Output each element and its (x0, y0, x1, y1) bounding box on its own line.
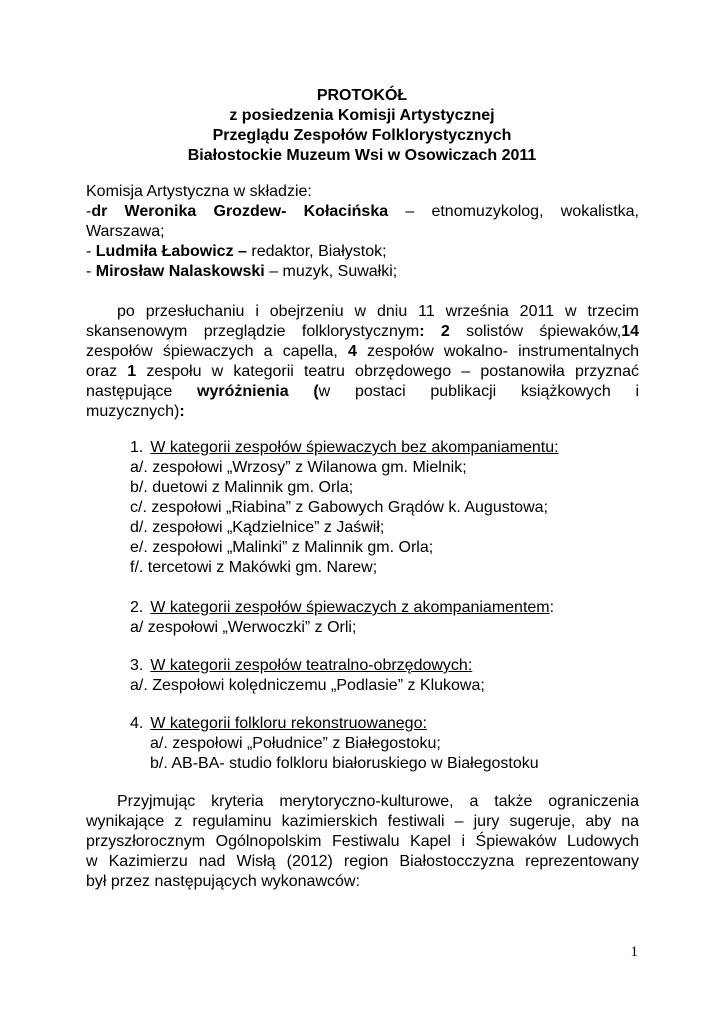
decision-l2d: 14 (621, 323, 639, 340)
category-3-heading (130, 656, 485, 676)
decision-l4b: 1 (127, 363, 137, 380)
list-item: b/. duetowi z Malinnik gm. Orla; (130, 479, 354, 496)
category-4-heading (130, 714, 539, 734)
category-2-colon: : (549, 599, 555, 616)
decision-l6b: : (179, 403, 185, 420)
category-4 (130, 714, 539, 774)
category-2 (130, 598, 554, 638)
member-3-prefix: - (86, 263, 96, 280)
decision-l3c: zespołów wokalno- instrumentalnych (356, 343, 640, 360)
header-line-4: Białostockie Muzeum Wsi w Osowiczach 2011 (187, 147, 537, 164)
decision-l2c: solistów śpiewaków, (449, 323, 622, 340)
category-2-heading (130, 598, 554, 618)
list-item: a/. zespołowi „Południce” z Białegostoku; (150, 735, 441, 752)
header-line-2: z posiedzenia Komisji Artystycznej (229, 107, 495, 124)
decision-l3a: zespołów śpiewaczych a capella, (86, 343, 349, 360)
member-2-name: Ludmiła Łabowicz – (95, 243, 247, 260)
member-2-prefix: - (86, 243, 96, 260)
recommendation-line-3: przyszłorocznym Ogólnopolskim Festiwalu Kapel i Śpiewaków Ludowych (86, 833, 639, 850)
category-4-title: W kategorii folkloru rekonstruowanego: (150, 715, 427, 732)
list-item: a/ zespołowi „Werwoczki” z Orli; (130, 619, 357, 636)
member-3-role: – muzyk, Suwałki; (264, 263, 398, 280)
category-3 (130, 656, 485, 696)
list-item: d/. zespołowi „Kądzielnice” z Jaświł; (130, 519, 385, 536)
category-1-number: 1. (130, 439, 144, 456)
list-item: e/. zespołowi „Malinki” z Malinnik gm. Orla; (130, 539, 434, 556)
list-item: f/. tercetowi z Makówki gm. Narew; (130, 559, 378, 576)
decision-line-5 (86, 382, 639, 402)
list-item: b/. AB-BA- studio folkloru białoruskiego w Białegostoku (150, 755, 539, 772)
decision-line-4 (86, 362, 639, 382)
decision-line-3 (86, 342, 639, 362)
member-1-prefix: - (86, 203, 92, 220)
decision-l4a: oraz (86, 363, 128, 380)
decision-l6a: muzycznych) (86, 403, 180, 420)
decision-l5a: następujące (86, 383, 198, 400)
recommendation-line-5: był przez następujących wykonawców: (86, 873, 360, 890)
member-1-name: dr Weronika Grozdew- Kołacińska (91, 203, 389, 220)
category-2-number: 2. (130, 599, 144, 616)
recommendation-paragraph (86, 792, 639, 892)
list-item: c/. zespołowi „Riabina” z Gabowych Grądów k. Augustowa; (130, 499, 548, 516)
category-4-number: 4. (130, 715, 144, 732)
list-item: a/. Zespołowi kolędniczemu „Podlasie” z Klukowa; (130, 677, 485, 694)
committee-section (86, 182, 639, 282)
category-2-title: W kategorii zespołów śpiewaczych z akompaniamentem (150, 599, 550, 616)
category-3-number: 3. (130, 657, 144, 674)
decision-l2b: : 2 (419, 323, 450, 340)
decision-paragraph (86, 302, 639, 422)
committee-member-2 (86, 242, 639, 262)
decision-l5c: w postaci publikacji książkowych i (318, 383, 640, 400)
header-line-3: Przeglądu Zespołów Folklorystycznych (212, 127, 512, 144)
category-1-heading (130, 438, 559, 458)
decision-line-2 (86, 322, 639, 342)
member-2-role: redaktor, Białystok; (246, 243, 387, 260)
list-item: a/. zespołowi „Wrzosy” z Wilanowa gm. Mielnik; (130, 459, 467, 476)
decision-l2a: skansenowym przeglądzie folklorystycznym (86, 323, 420, 340)
decision-line-1: po przesłuchaniu i obejrzeniu w dniu 11 września 2011 w trzecim (117, 303, 639, 320)
category-1-title: W kategorii zespołów śpiewaczych bez akompaniamentu: (150, 439, 559, 456)
recommendation-line-2: wynikające z regulaminu kazimierskich festiwali – jury sugeruje, aby na (86, 813, 639, 830)
category-3-title: W kategorii zespołów teatralno-obrzędowych: (150, 657, 473, 674)
member-3-name: Mirosław Nalaskowski (95, 263, 265, 280)
committee-member-1-cont: Warszawa; (86, 223, 165, 240)
committee-member-1 (86, 202, 639, 222)
decision-l3b: 4 (348, 343, 357, 360)
member-1-role: – etnomuzykolog, wokalistka, (388, 203, 639, 220)
committee-member-3 (86, 262, 639, 282)
page-number: 1 (630, 944, 638, 960)
recommendation-line-4: w Kazimierzu nad Wisłą (2012) region Białostocczyzna reprezentowany (86, 853, 639, 870)
decision-l4c: zespołu w kategorii teatru obrzędowego – postanowiła przyznać (136, 363, 639, 380)
committee-intro: Komisja Artystyczna w składzie: (86, 183, 312, 200)
recommendation-line-1: Przyjmując kryteria merytoryczno-kulturowe, a także ograniczenia (117, 793, 639, 810)
category-1 (130, 438, 559, 578)
decision-l5b: wyróżnienia ( (197, 383, 319, 400)
decision-line-6 (86, 402, 639, 422)
header-title: PROTOKÓŁ (316, 87, 408, 104)
document-header (0, 86, 724, 166)
